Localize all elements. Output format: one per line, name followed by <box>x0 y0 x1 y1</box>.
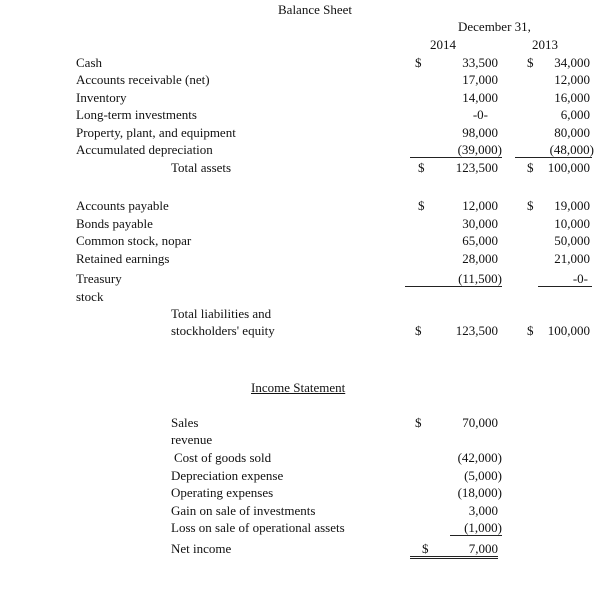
value-2013: 6,000 <box>560 107 590 122</box>
row-label-continued: stock <box>76 289 104 304</box>
row-label-continued: revenue <box>171 432 213 447</box>
year-2014-header: 2014 <box>430 37 456 52</box>
dollar-sign: $ <box>422 541 429 556</box>
value-2013: 12,000 <box>554 72 590 87</box>
subtotal-rule <box>450 535 502 536</box>
double-rule-top <box>410 556 498 557</box>
dollar-sign: $ <box>527 160 534 175</box>
row-label: Retained earnings <box>76 251 170 266</box>
dollar-sign: $ <box>415 323 422 338</box>
row-label: Cost of goods sold <box>174 450 272 465</box>
double-rule-bottom <box>410 558 498 559</box>
value-2013: 100,000 <box>547 323 590 338</box>
subtotal-rule-2014 <box>405 286 502 287</box>
row-label-continued: stockholders' equity <box>171 323 275 338</box>
value-2014: 17,000 <box>462 72 498 87</box>
row-label: Accumulated depreciation <box>76 142 213 157</box>
row-label: Common stock, nopar <box>76 233 192 248</box>
value-2014: 12,000 <box>462 198 498 213</box>
row-label: Accounts receivable (net) <box>76 72 210 87</box>
dollar-sign: $ <box>527 55 534 70</box>
value-2014: 98,000 <box>462 125 498 140</box>
row-label: Property, plant, and equipment <box>76 125 236 140</box>
value: (5,000) <box>464 468 502 483</box>
dollar-sign: $ <box>415 415 422 430</box>
subtotal-rule-2013 <box>538 286 592 287</box>
value: 3,000 <box>468 503 498 518</box>
row-label: Gain on sale of investments <box>171 503 316 518</box>
value-2014: (11,500) <box>458 271 502 286</box>
value-2014: (39,000) <box>457 142 502 157</box>
row-label: Bonds payable <box>76 216 153 231</box>
income-statement-title: Income Statement <box>251 380 346 395</box>
year-2013-header: 2013 <box>532 37 558 52</box>
value-2013: 16,000 <box>554 90 590 105</box>
dollar-sign: $ <box>415 55 422 70</box>
value-2013: 10,000 <box>554 216 590 231</box>
value-2013: 50,000 <box>554 233 590 248</box>
dollar-sign: $ <box>418 198 425 213</box>
value-2013: 100,000 <box>547 160 590 175</box>
row-label: Net income <box>171 541 232 556</box>
balance-sheet-title: Balance Sheet <box>278 2 352 17</box>
value-2014: 14,000 <box>462 90 498 105</box>
value-2013: -0- <box>572 271 588 286</box>
row-label: Treasury <box>76 271 122 286</box>
row-label: Cash <box>76 55 102 70</box>
value: 70,000 <box>462 415 498 430</box>
row-label: Accounts payable <box>76 198 169 213</box>
value-2014: 28,000 <box>462 251 498 266</box>
dollar-sign: $ <box>527 323 534 338</box>
value: 7,000 <box>468 541 498 556</box>
value: (18,000) <box>457 485 502 500</box>
value-2013: 34,000 <box>554 55 590 70</box>
dollar-sign: $ <box>418 160 425 175</box>
value-2014: 65,000 <box>462 233 498 248</box>
value: (1,000) <box>464 520 502 535</box>
subtotal-rule-2014 <box>410 157 502 158</box>
value-2014: 123,500 <box>455 323 498 338</box>
dollar-sign: $ <box>527 198 534 213</box>
row-label: Total liabilities and <box>171 306 272 321</box>
value-2013: 21,000 <box>554 251 590 266</box>
value-2014: -0- <box>472 107 488 122</box>
row-label: Loss on sale of operational assets <box>171 520 345 535</box>
date-header: December 31, <box>458 19 531 34</box>
value-2013: 80,000 <box>554 125 590 140</box>
value-2013: 19,000 <box>554 198 590 213</box>
row-label: Long-term investments <box>76 107 197 122</box>
value-2014: 123,500 <box>455 160 498 175</box>
row-label: Total assets <box>171 160 232 175</box>
value-2014: 30,000 <box>462 216 498 231</box>
row-label: Inventory <box>76 90 127 105</box>
row-label: Depreciation expense <box>171 468 284 483</box>
row-label: Operating expenses <box>171 485 274 500</box>
value: (42,000) <box>457 450 502 465</box>
subtotal-rule-2013 <box>515 157 592 158</box>
value-2014: 33,500 <box>462 55 498 70</box>
value-2013: (48,000) <box>549 142 594 157</box>
row-label: Sales <box>171 415 199 430</box>
